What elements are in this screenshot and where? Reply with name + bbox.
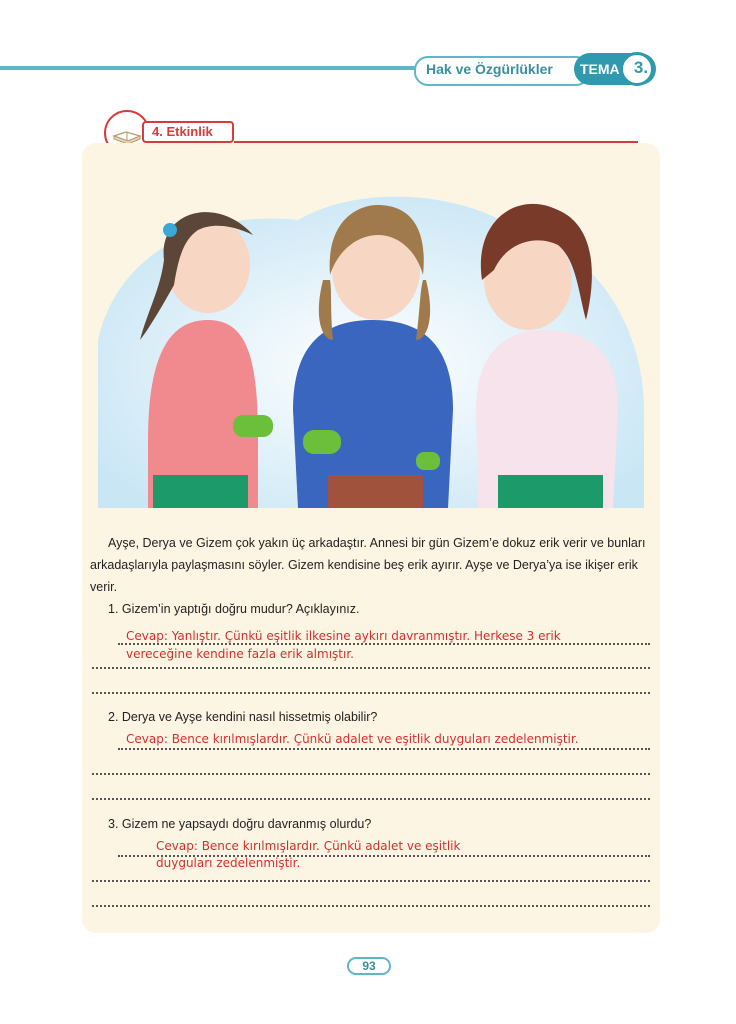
tema-number: 3.	[633, 58, 649, 77]
answer-line	[92, 773, 650, 775]
story-paragraph: Ayşe, Derya ve Gizem çok yakın üç arkadaştır. Annesi bir gün Gizem’e dokuz erik verir ve bunları arkadaşlarıyla paylaşmasını söyler. Gizem kendisine beş erik ayırır. Ayşe ve Derya’ya ise ikişer erik verir.	[90, 536, 646, 594]
question-3: 3. Gizem ne yapsaydı doğru davranmış olurdu?	[108, 817, 372, 831]
question-2: 2. Derya ve Ayşe kendini nasıl hissetmiş olabilir?	[108, 710, 378, 724]
tema-label: TEMA	[580, 61, 620, 77]
answer-2-line-1: Cevap: Bence kırılmışlardır. Çünkü adalet ve eşitlik duyguları zedelenmiştir.	[126, 732, 579, 746]
three-girls-illustration	[98, 190, 644, 508]
answer-line	[92, 667, 650, 669]
answer-line	[92, 905, 650, 907]
answer-1-line-1: Cevap: Yanlıştır. Çünkü eşitlik ilkesine aykırı davranmıştır. Herkese 3 erik	[126, 629, 561, 643]
answer-3-line-2: duyguları zedelenmiştir.	[156, 856, 301, 870]
page-number: 93	[362, 959, 376, 973]
answer-line	[92, 692, 650, 694]
activity-label: 4. Etkinlik	[152, 124, 213, 139]
answer-line	[92, 798, 650, 800]
header-rule	[0, 66, 420, 70]
question-1: 1. Gizem’in yaptığı doğru mudur? Açıklayınız.	[108, 602, 360, 616]
answer-line	[118, 855, 650, 857]
answer-3-line-1: Cevap: Bence kırılmışlardır. Çünkü adalet ve eşitlik	[156, 839, 461, 853]
header-title: Hak ve Özgürlükler	[426, 61, 553, 77]
answer-1-line-2: vereceğine kendine fazla erik almıştır.	[126, 647, 354, 661]
answer-line	[118, 643, 650, 645]
answer-line	[118, 748, 650, 750]
answer-line	[92, 880, 650, 882]
